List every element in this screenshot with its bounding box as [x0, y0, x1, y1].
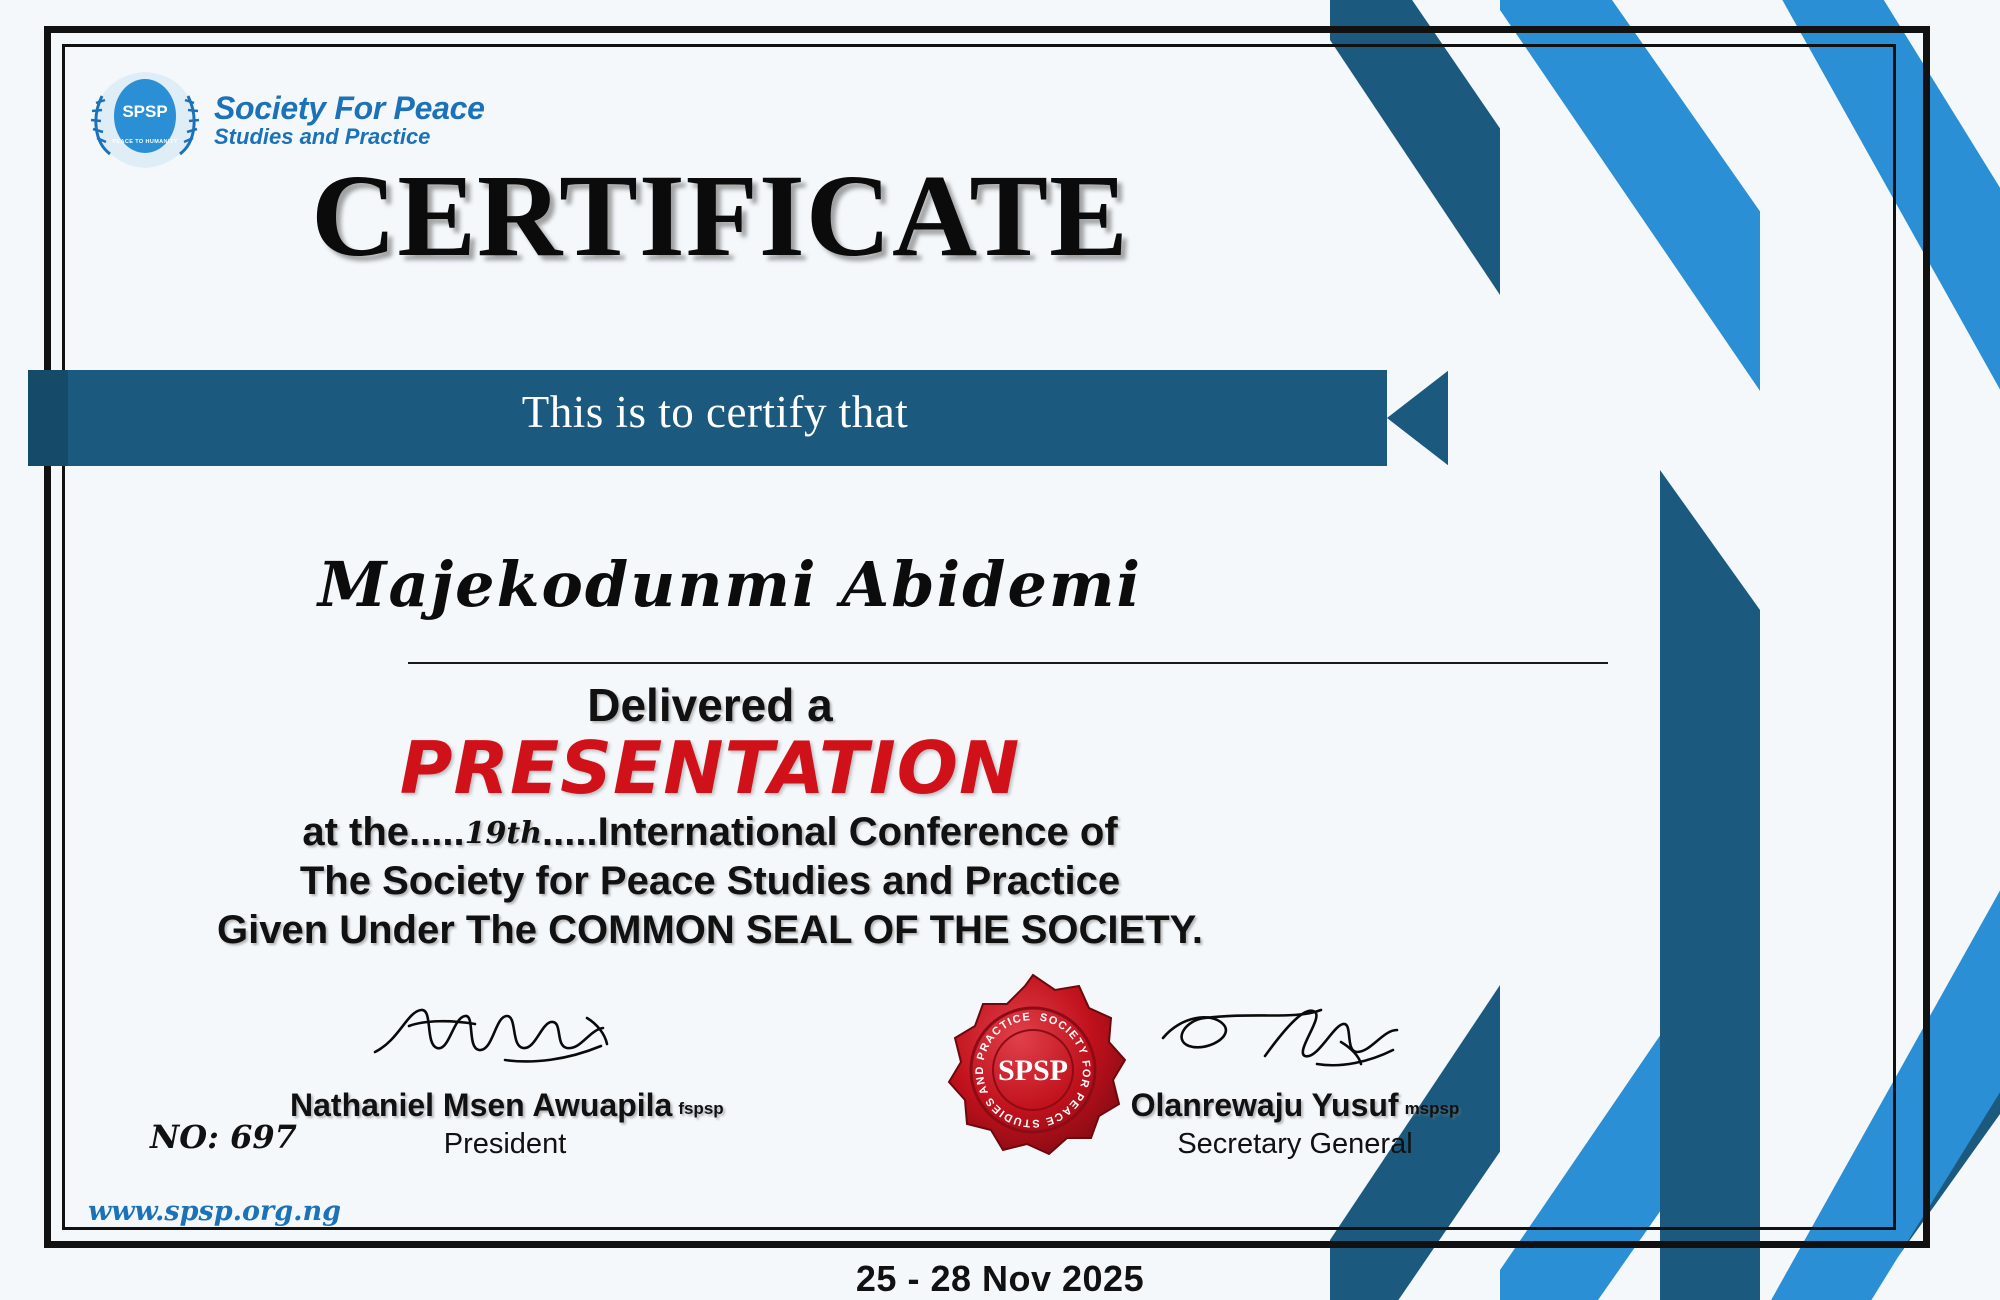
wax-seal-icon — [918, 970, 1148, 1170]
logo-name-line-2: Studies and Practice — [214, 124, 431, 150]
signature-president-icon — [355, 990, 655, 1082]
logo-name-line-1: Society For Peace — [214, 89, 485, 126]
svg-text:SPSP: SPSP — [122, 102, 168, 121]
signatory-name-text: Olanrewaju Yusuf — [1130, 1087, 1399, 1123]
signature-block-president — [290, 990, 724, 1161]
recipient-name: Majekodunmi Abidemi — [317, 548, 1143, 621]
conference-suffix: International Conference of — [597, 810, 1118, 854]
certificate-number: NO: 697 — [150, 1118, 297, 1156]
organization-line: The Society for Peace Studies and Practice — [299, 858, 1121, 903]
certificate-body — [0, 808, 1420, 954]
recipient-underline — [408, 662, 1608, 664]
signatory-name-text: Nathaniel Msen Awuapila — [290, 1087, 673, 1123]
certify-line: This is to certify that — [521, 387, 909, 437]
dots-right: ..... — [542, 810, 598, 854]
signatory-post-nominal: fspsp — [678, 1099, 724, 1118]
signatory-name — [290, 1087, 724, 1124]
signatory-post-nominal: mspsp — [1404, 1099, 1460, 1118]
certificate-title: CERTIFICATE — [311, 150, 1129, 281]
signatory-role: President — [443, 1128, 567, 1160]
svg-text:PEACE TO HUMANITY: PEACE TO HUMANITY — [112, 139, 178, 145]
award-type: PRESENTATION — [399, 726, 1021, 810]
conference-dates: 25 - 28 Nov 2025 — [855, 1258, 1145, 1299]
delivered-label: Delivered a — [587, 679, 833, 731]
conference-prefix: at the — [302, 810, 410, 854]
signatory-role: Secretary General — [1177, 1128, 1413, 1160]
conference-line — [0, 808, 1420, 857]
dots-left: ..... — [409, 810, 465, 854]
svg-text:SPSP: SPSP — [997, 1054, 1069, 1087]
signature-secretary-icon — [1145, 990, 1445, 1082]
svg-text:SOCIETY FOR PEACE STUDIES AND: SOCIETY FOR PEACE STUDIES AND PRACTICE — [973, 1010, 1093, 1130]
conference-edition: 19th — [464, 816, 543, 851]
common-seal-line: Given Under The COMMON SEAL OF THE SOCIETY. — [216, 907, 1204, 952]
website-link[interactable]: www.spsp.org.ng — [88, 1196, 341, 1227]
